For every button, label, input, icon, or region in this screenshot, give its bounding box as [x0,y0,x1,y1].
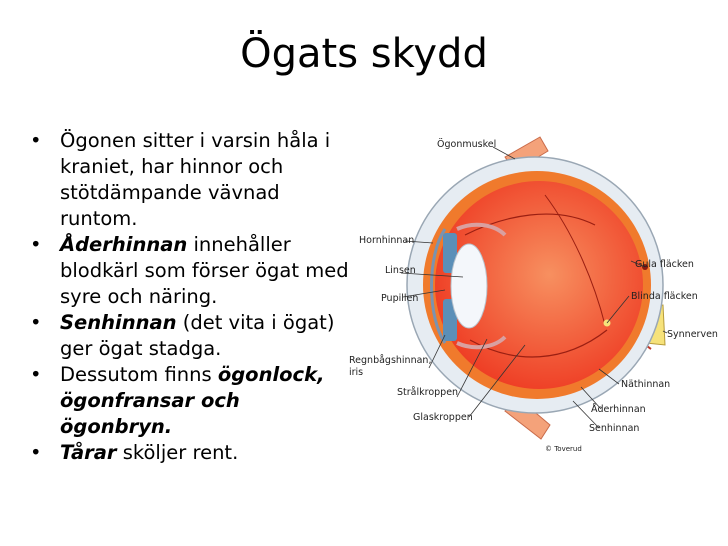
label-blinda-flacken: Blinda fläcken [631,291,698,302]
bullet-term: Åderhinnan [60,233,188,256]
bullet-item [30,232,350,310]
bullet-text: (det vita i ögat) ger ögat stadga. [60,311,335,360]
bullet-item [30,128,350,232]
label-gula-flacken: Gula fläcken [635,259,694,270]
label-nathinnan: Näthinnan [621,379,671,390]
label-synnerven: Synnerven [667,329,718,340]
bullet-term: ögonlock, ögonfransar och ögonbryn. [60,363,325,438]
lens [451,244,487,328]
label-glaskroppen: Glaskroppen [413,412,473,423]
label-linsen: Linsen [385,265,416,276]
bullet-text: Dessutom finns [60,363,218,386]
label-aderhinnan: Åderhinnan [591,404,646,415]
bullet-term: Senhinnan [60,311,177,334]
bullet-text: Ögonen sitter i varsin håla i kraniet, har hinnor och stötdämpande vävnad runtom. [60,129,331,230]
label-hornhinnan: Hornhinnan [359,235,415,246]
bullet-list [30,128,350,466]
bullet-item [30,362,350,440]
label-senhinnan: Senhinnan [589,423,640,434]
label-pupillen: Pupillen [381,293,419,304]
bullet-item [30,310,350,362]
label-stralkroppen: Strålkroppen [397,387,459,398]
label-iris: iris [349,367,364,378]
label-ogonmuskel: Ögonmuskel [437,139,497,150]
label-copyright: © Toverud [545,445,582,453]
bullet-item [30,440,350,466]
bullet-text: sköljer rent. [116,441,239,464]
label-regnbagshinnan: Regnbågshinnan, [349,355,432,366]
bullet-term: Tårar [60,441,117,464]
eye-diagram [345,125,723,470]
page-title: Ögats skydd [240,31,488,77]
bullet-text: innehåller blodkärl som förser ögat med syre och näring. [60,233,349,308]
